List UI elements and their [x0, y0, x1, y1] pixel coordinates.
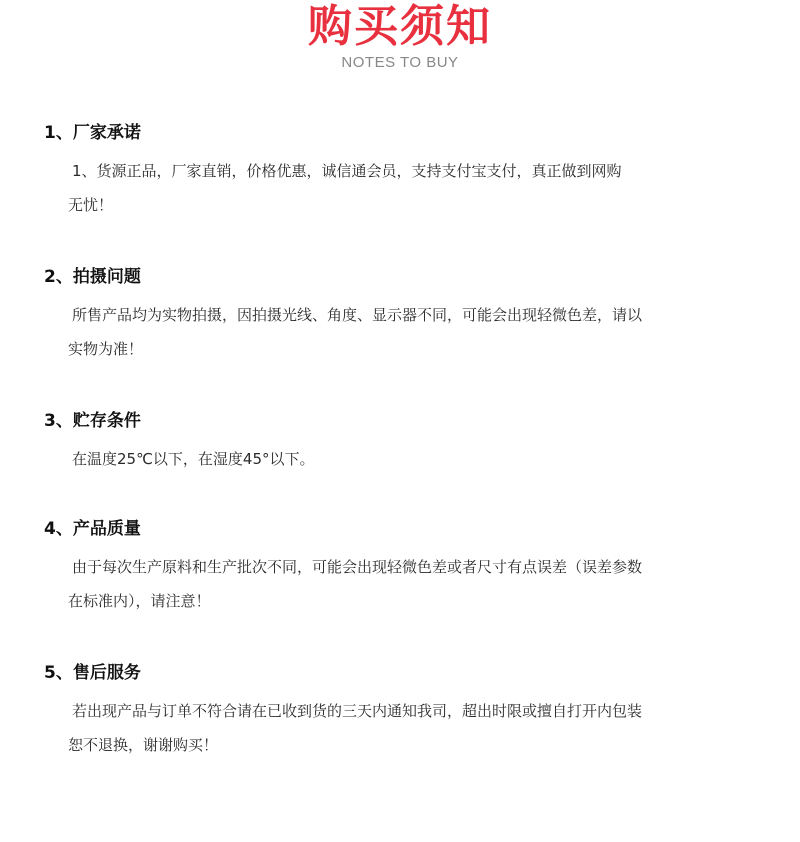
section-body — [68, 550, 768, 618]
section-line: 所售产品均为实物拍摄，因拍摄光线、角度、显示器不同，可能会出现轻微色差，请以 — [72, 306, 643, 324]
section-line: 若出现产品与订单不符合请在已收到货的三天内通知我司，超出时限或擅自打开内包装 — [72, 702, 643, 720]
section-body — [68, 298, 768, 366]
page-subtitle: NOTES TO BUY — [341, 54, 459, 71]
page-title: 购买须知 — [308, 1, 492, 52]
section-line: 在温度25℃以下，在湿度45°以下。 — [72, 450, 315, 468]
section-line: 恕不退换，谢谢购买！ — [68, 736, 219, 754]
section-line: 无忧！ — [68, 196, 114, 214]
section-line: 由于每次生产原料和生产批次不同，可能会出现轻微色差或者尺寸有点误差（误差参数 — [72, 558, 643, 576]
section-heading: 1、厂家承诺 — [44, 123, 141, 143]
section-line: 在标准内），请注意！ — [68, 592, 211, 610]
section-line: 实物为准！ — [68, 340, 144, 358]
section-line: 1、货源正品，厂家直销，价格优惠，诚信通会员，支持支付宝支付，真正做到网购 — [72, 162, 622, 180]
section-heading: 2、拍摄问题 — [44, 267, 141, 287]
section-body — [68, 442, 768, 476]
section-heading: 3、贮存条件 — [44, 411, 141, 431]
section-body — [68, 694, 768, 762]
section-body — [68, 154, 768, 222]
section-heading: 5、售后服务 — [44, 663, 141, 683]
section-heading: 4、产品质量 — [44, 519, 141, 539]
